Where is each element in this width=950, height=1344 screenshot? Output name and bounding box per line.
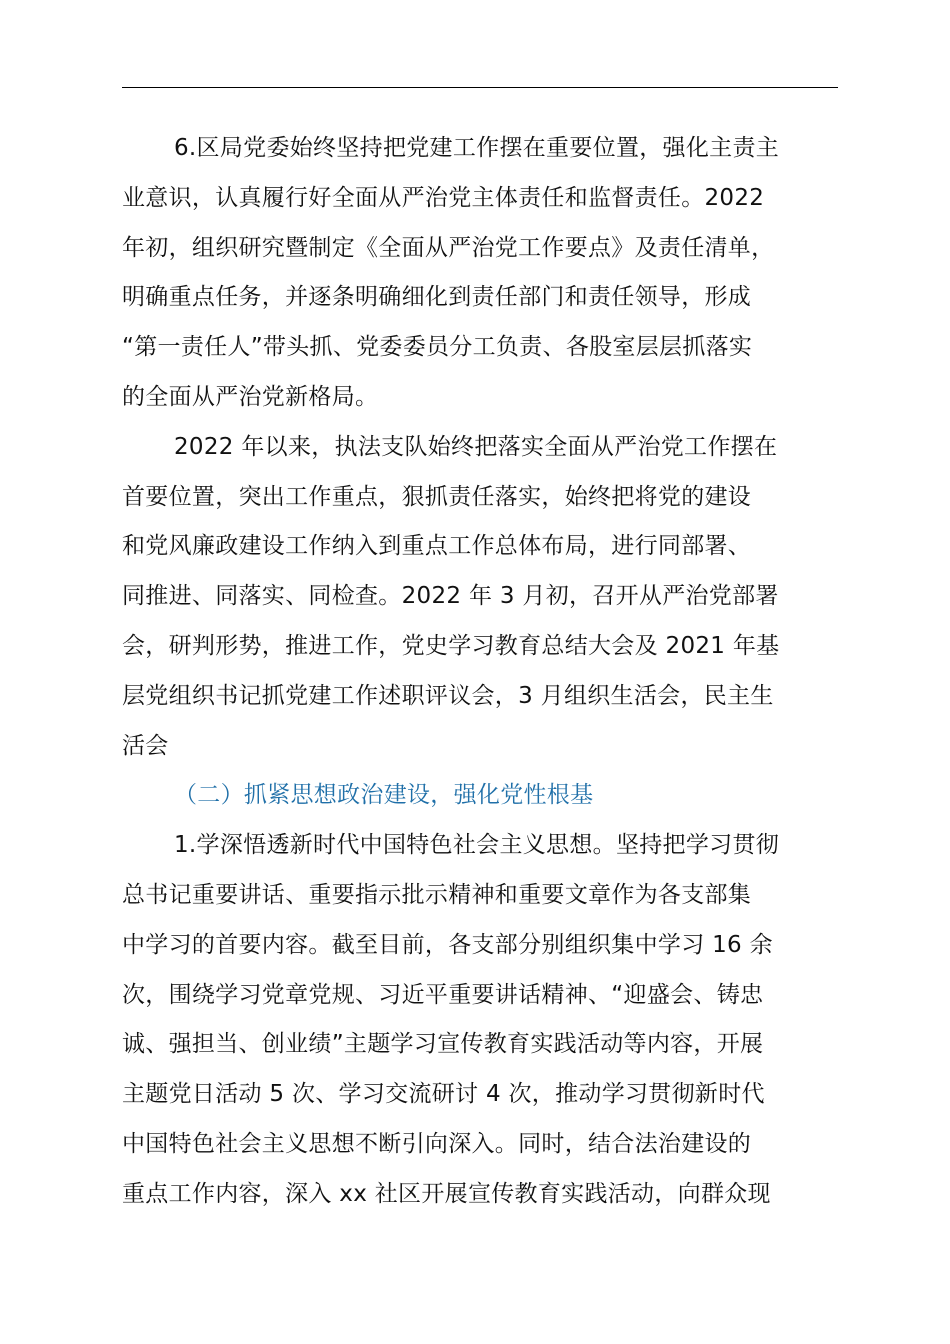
paragraph-line: “第一责任人”带头抓、党委委员分工负责、各股室层层抓落实	[122, 334, 753, 361]
paragraph-3	[122, 821, 838, 1219]
paragraph-line: 同推进、同落实、同检查。2022 年 3 月初，召开从严治党部署	[122, 583, 779, 610]
paragraph-line: 的全面从严治党新格局。	[122, 383, 379, 410]
paragraph-line: 层党组织书记抓党建工作述职评议会，3 月组织生活会，民主生	[122, 682, 774, 709]
document-body	[122, 124, 838, 1220]
paragraph-line: 活会	[122, 732, 169, 759]
paragraph-line: 和党风廉政建设工作纳入到重点工作总体布局，进行同部署、	[122, 533, 752, 560]
paragraph-line: 6.区局党委始终坚持把党建工作摆在重要位置，强化主责主	[174, 135, 780, 161]
paragraph-line: 1.学深悟透新时代中国特色社会主义思想。坚持把学习贯彻	[174, 832, 780, 859]
paragraph-line: 中学习的首要内容。截至目前，各支部分别组织集中学习 16 余	[122, 931, 773, 958]
section-heading: （二）抓紧思想政治建设，强化党性根基	[174, 782, 594, 809]
paragraph-1	[122, 124, 838, 423]
paragraph-line: 诚、强担当、创业绩”主题学习宣传教育实践活动等内容，开展	[122, 1031, 764, 1058]
paragraph-2	[122, 423, 838, 772]
paragraph-line: 明确重点任务，并逐条明确细化到责任部门和责任领导，形成	[122, 284, 752, 311]
paragraph-line: 会，研判形势，推进工作，党史学习教育总结大会及 2021 年基	[122, 632, 780, 659]
paragraph-line: 重点工作内容，深入 xx 社区开展宣传教育实践活动，向群众现	[122, 1180, 771, 1207]
header-rule	[122, 87, 838, 88]
paragraph-line: 年初，组织研究暨制定《全面从严治党工作要点》及责任清单，	[122, 234, 775, 261]
paragraph-line: 总书记重要讲话、重要指示批示精神和重要文章作为各支部集	[122, 881, 752, 908]
paragraph-line: 首要位置，突出工作重点，狠抓责任落实，始终把将党的建设	[122, 483, 752, 510]
paragraph-line: 次，围绕学习党章党规、习近平重要讲话精神、“迎盛会、铸忠	[122, 981, 764, 1008]
paragraph-line: 中国特色社会主义思想不断引向深入。同时，结合法治建设的	[122, 1130, 752, 1157]
paragraph-line: 业意识，认真履行好全面从严治党主体责任和监督责任。2022	[122, 184, 765, 211]
paragraph-line: 主题党日活动 5 次、学习交流研讨 4 次，推动学习贯彻新时代	[122, 1081, 765, 1108]
paragraph-line: 2022 年以来，执法支队始终把落实全面从严治党工作摆在	[174, 433, 778, 460]
